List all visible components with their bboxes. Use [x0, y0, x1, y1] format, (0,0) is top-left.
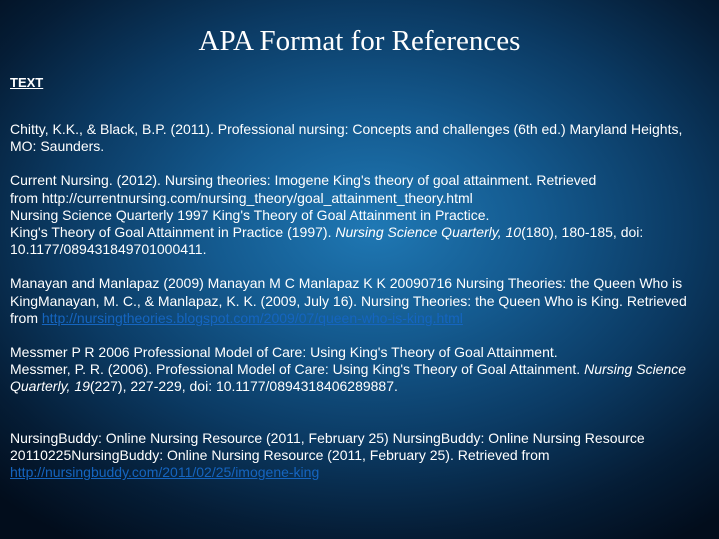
section-label: TEXT — [10, 75, 44, 90]
reference-current-nursing-line2: from http://currentnursing.com/nursing_theory/goal_attainment_theory.html — [10, 189, 473, 206]
messmer-text: Messmer, P. R. (2006). Professional Model of Care: Using King's Theory of Goal Attainment. — [10, 361, 585, 378]
messmer-journal: Nursing Science Quarterly, 19 — [10, 361, 687, 395]
reference-king-doi: 10.1177/089431849701000411. — [10, 241, 207, 258]
manayan-text: Manayan and Manlapaz (2009) Manayan M C Manlapaz K K 20090716 Nursing Theories: the Queen Who is KingManayan, M. C., & Manlapaz, K. K. (2009, July 16). Nursing Theories: the Queen Who is King. Retrieved from — [10, 275, 687, 326]
reference-nursingbuddy — [10, 430, 700, 482]
king-journal: Nursing Science Quarterly, 10 — [335, 224, 522, 241]
reference-current-nursing-line1: Current Nursing. (2012). Nursing theories: Imogene King's theory of goal attainment. Retrieved — [10, 172, 597, 189]
reference-chitty: Chitty, K.K., & Black, B.P. (2011). Professional nursing: Concepts and challenges (6th ed.) Maryland Heights, MO: Saunders. — [10, 121, 683, 155]
buddy-text: NursingBuddy: Online Nursing Resource (2011, February 25) NursingBuddy: Online Nursing Resource 20110225NursingBuddy: Online Nursing Resource (2011, February 25). Retrieved from — [10, 429, 645, 463]
messmer-pages: (227), 227-229, doi: 10.1177/0894318406289887. — [89, 378, 398, 395]
manayan-link[interactable]: http://nursingtheories.blogspot.com/2009/07/queen-who-is-king.html — [41, 309, 463, 326]
king-text: King's Theory of Goal Attainment in Practice (1997). — [10, 224, 336, 241]
king-pages: (180), 180-185, doi: — [521, 224, 644, 241]
reference-nsq-line: Nursing Science Quarterly 1997 King's Theory of Goal Attainment in Practice. — [10, 206, 490, 223]
reference-messmer — [10, 361, 700, 395]
buddy-link[interactable]: http://nursingbuddy.com/2011/02/25/imogene-king — [10, 464, 320, 481]
reference-manayan — [10, 275, 700, 327]
reference-king-1997 — [10, 224, 700, 241]
reference-list — [10, 121, 700, 481]
slide-title: APA Format for References — [198, 25, 521, 57]
reference-messmer-line1: Messmer P R 2006 Professional Model of Care: Using King's Theory of Goal Attainment. — [10, 344, 558, 361]
